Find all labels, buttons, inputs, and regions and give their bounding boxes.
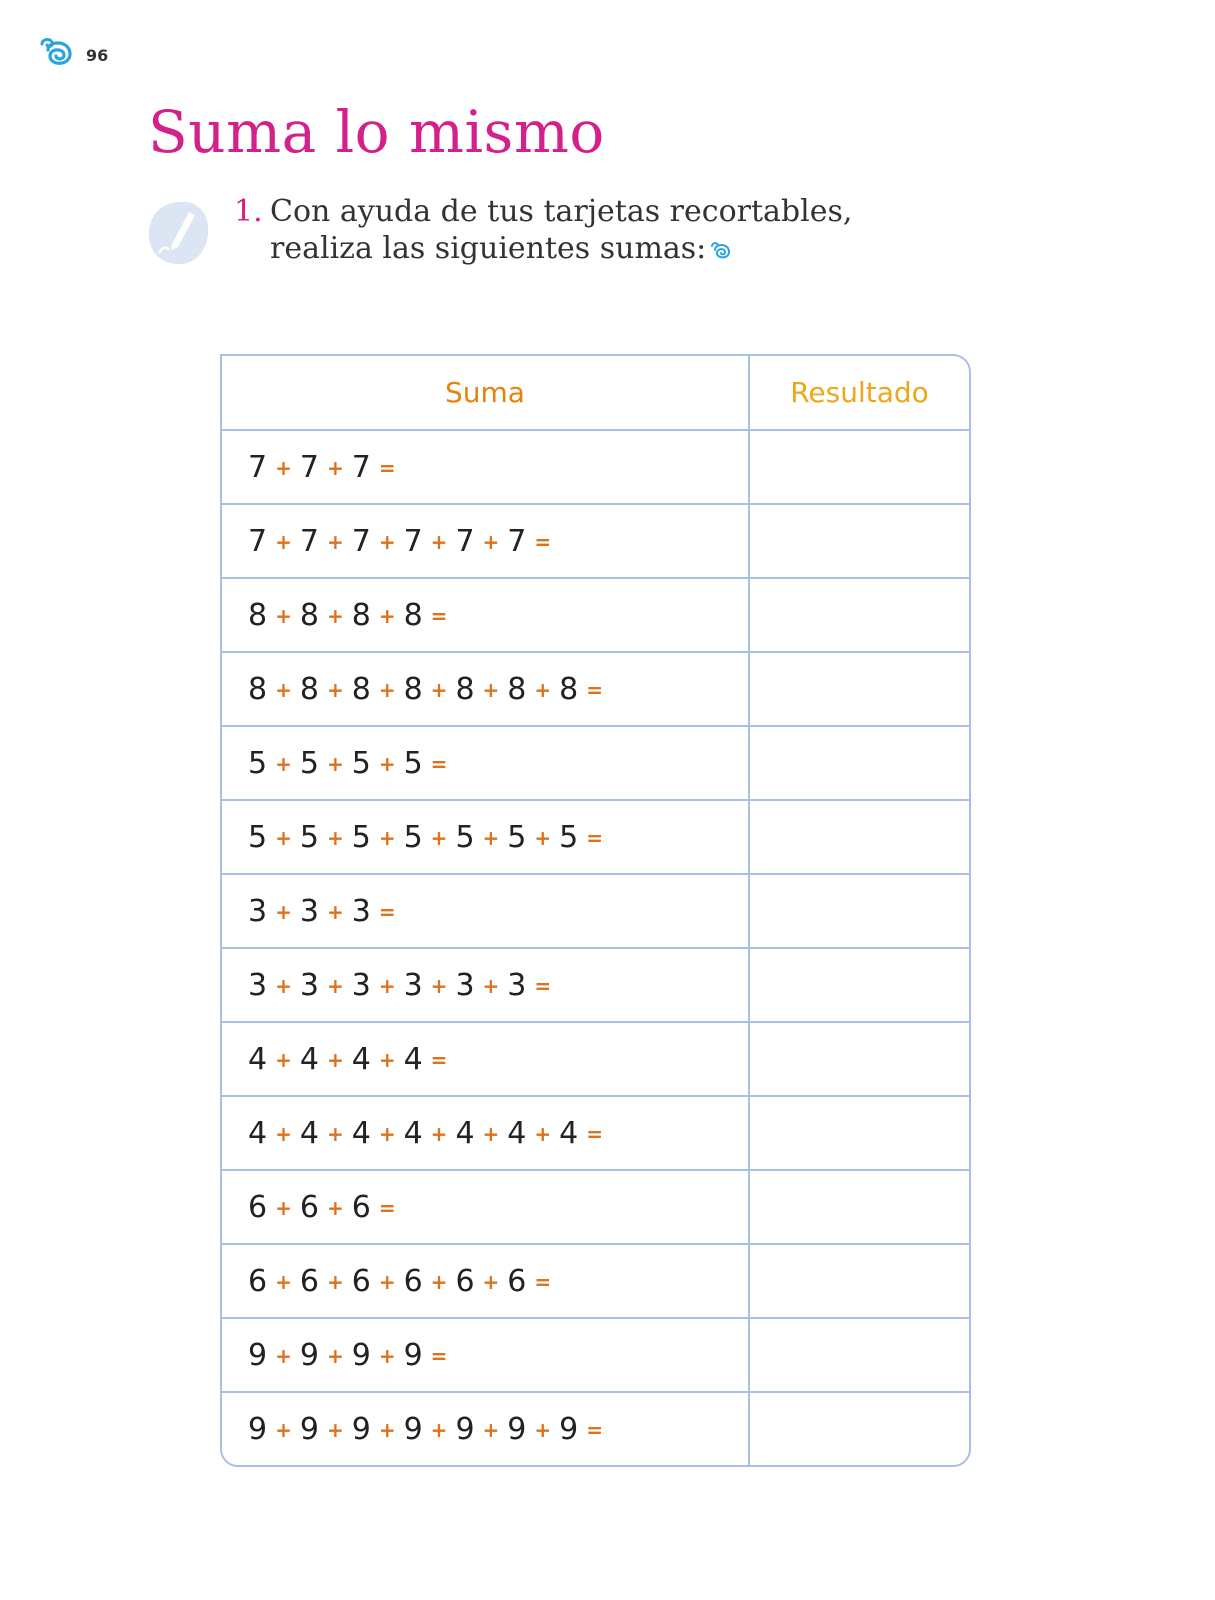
table-row	[222, 1317, 969, 1391]
addend: 6	[351, 1263, 371, 1299]
plus-sign: +	[275, 751, 292, 776]
addend: 3	[299, 893, 319, 929]
addend: 4	[403, 1041, 423, 1077]
pencil-icon	[148, 200, 210, 270]
equals-sign: =	[430, 1047, 448, 1072]
plus-sign: +	[378, 973, 396, 998]
addend: 7	[299, 449, 319, 485]
instruction-number: 1.	[234, 194, 263, 229]
plus-sign: +	[482, 1269, 500, 1294]
plus-sign: +	[482, 973, 500, 998]
addend: 5	[248, 745, 268, 781]
addend: 4	[403, 1115, 423, 1151]
addend: 8	[507, 671, 527, 707]
plus-sign: +	[482, 1417, 500, 1442]
equals-sign: =	[430, 603, 448, 628]
addend: 4	[248, 1041, 268, 1077]
sum-cell	[222, 1097, 750, 1169]
plus-sign: +	[430, 1121, 448, 1146]
sum-cell	[222, 1319, 750, 1391]
addend: 4	[248, 1115, 268, 1151]
result-cell[interactable]	[750, 431, 969, 503]
plus-sign: +	[534, 825, 552, 850]
sum-cell	[222, 431, 750, 503]
equals-sign: =	[430, 751, 448, 776]
result-cell[interactable]	[750, 1245, 969, 1317]
plus-sign: +	[326, 455, 344, 480]
plus-sign: +	[378, 825, 396, 850]
plus-sign: +	[430, 1269, 448, 1294]
addend: 6	[351, 1189, 371, 1225]
addend: 4	[351, 1041, 371, 1077]
plus-sign: +	[326, 1195, 344, 1220]
addend: 7	[507, 523, 527, 559]
result-cell[interactable]	[750, 653, 969, 725]
sum-expression	[248, 1412, 611, 1447]
plus-sign: +	[326, 1047, 344, 1072]
sum-cell	[222, 1023, 750, 1095]
sum-expression	[248, 598, 455, 633]
addend: 6	[299, 1263, 319, 1299]
equals-sign: =	[378, 1195, 396, 1220]
addend: 7	[351, 449, 371, 485]
table-row	[222, 429, 969, 503]
addend: 8	[248, 671, 268, 707]
sum-expression	[248, 672, 611, 707]
addend: 5	[455, 819, 475, 855]
addend: 8	[299, 671, 319, 707]
addend: 6	[299, 1189, 319, 1225]
addend: 9	[248, 1337, 268, 1373]
page-title: Suma lo mismo	[148, 98, 605, 166]
sum-expression	[248, 1042, 455, 1077]
addend: 5	[403, 745, 423, 781]
sum-cell	[222, 801, 750, 873]
equals-sign: =	[430, 1343, 448, 1368]
sum-expression	[248, 1338, 455, 1373]
plus-sign: +	[326, 825, 344, 850]
plus-sign: +	[326, 1269, 344, 1294]
plus-sign: +	[326, 751, 344, 776]
plus-sign: +	[482, 529, 500, 554]
plus-sign: +	[482, 825, 500, 850]
sum-expression	[248, 968, 559, 1003]
sum-expression	[248, 1190, 404, 1225]
swirl-icon	[710, 233, 732, 270]
table-row	[222, 1021, 969, 1095]
result-cell[interactable]	[750, 1023, 969, 1095]
plus-sign: +	[275, 529, 292, 554]
addend: 5	[299, 745, 319, 781]
table-row	[222, 947, 969, 1021]
addend: 5	[248, 819, 268, 855]
plus-sign: +	[430, 529, 448, 554]
table-row	[222, 651, 969, 725]
equals-sign: =	[378, 455, 396, 480]
addend: 3	[507, 967, 527, 1003]
plus-sign: +	[326, 899, 344, 924]
addend: 4	[455, 1115, 475, 1151]
plus-sign: +	[534, 677, 552, 702]
result-cell[interactable]	[750, 1393, 969, 1465]
addend: 9	[299, 1337, 319, 1373]
instruction-line-1	[234, 193, 852, 230]
addend: 8	[559, 671, 579, 707]
plus-sign: +	[275, 973, 292, 998]
table-row	[222, 1095, 969, 1169]
plus-sign: +	[275, 1121, 292, 1146]
instruction	[234, 193, 852, 270]
plus-sign: +	[275, 825, 292, 850]
addend: 5	[507, 819, 527, 855]
plus-sign: +	[275, 1343, 292, 1368]
addend: 4	[559, 1115, 579, 1151]
addend: 7	[299, 523, 319, 559]
equals-sign: =	[586, 677, 604, 702]
plus-sign: +	[275, 1195, 292, 1220]
addend: 6	[403, 1263, 423, 1299]
addend: 3	[351, 967, 371, 1003]
addend: 7	[455, 523, 475, 559]
addend: 8	[351, 671, 371, 707]
result-cell[interactable]	[750, 579, 969, 651]
plus-sign: +	[275, 603, 292, 628]
addend: 7	[351, 523, 371, 559]
plus-sign: +	[275, 1047, 292, 1072]
plus-sign: +	[378, 1121, 396, 1146]
addend: 5	[559, 819, 579, 855]
addend: 3	[403, 967, 423, 1003]
addend: 5	[351, 819, 371, 855]
addend: 6	[507, 1263, 527, 1299]
result-cell[interactable]	[750, 801, 969, 873]
plus-sign: +	[326, 677, 344, 702]
table-row	[222, 503, 969, 577]
addend: 8	[455, 671, 475, 707]
plus-sign: +	[482, 677, 500, 702]
addend: 3	[248, 967, 268, 1003]
header-result: Resultado	[790, 376, 929, 409]
addend: 4	[299, 1115, 319, 1151]
result-cell[interactable]	[750, 505, 969, 577]
table-row	[222, 1169, 969, 1243]
result-cell[interactable]	[750, 1171, 969, 1243]
sum-cell	[222, 1245, 750, 1317]
sum-cell	[222, 727, 750, 799]
addend: 9	[403, 1337, 423, 1373]
page-number: 96	[86, 45, 109, 65]
result-cell[interactable]	[750, 727, 969, 799]
sum-cell	[222, 1393, 750, 1465]
equals-sign: =	[586, 825, 604, 850]
sum-cell	[222, 653, 750, 725]
result-cell[interactable]	[750, 1319, 969, 1391]
plus-sign: +	[275, 1417, 292, 1442]
table-row	[222, 725, 969, 799]
addend: 3	[351, 893, 371, 929]
sum-cell	[222, 949, 750, 1021]
plus-sign: +	[482, 1121, 500, 1146]
addend: 8	[299, 597, 319, 633]
sum-cell	[222, 505, 750, 577]
plus-sign: +	[534, 1417, 552, 1442]
plus-sign: +	[326, 529, 344, 554]
addend: 4	[351, 1115, 371, 1151]
addend: 9	[248, 1411, 268, 1447]
plus-sign: +	[326, 603, 344, 628]
plus-sign: +	[275, 455, 292, 480]
plus-sign: +	[378, 1047, 396, 1072]
addend: 7	[248, 449, 268, 485]
addend: 4	[507, 1115, 527, 1151]
plus-sign: +	[378, 1343, 396, 1368]
plus-sign: +	[378, 1417, 396, 1442]
plus-sign: +	[275, 899, 292, 924]
sum-expression	[248, 746, 455, 781]
sum-expression	[248, 450, 404, 485]
page-header	[38, 36, 108, 74]
sum-expression	[248, 820, 611, 855]
sum-expression	[248, 524, 559, 559]
table-row	[222, 1243, 969, 1317]
instruction-line-2	[234, 230, 852, 270]
instruction-text-1: Con ayuda de tus tarjetas recortables,	[270, 194, 853, 229]
header-sum: Suma	[445, 376, 525, 409]
addend: 9	[351, 1337, 371, 1373]
plus-sign: +	[275, 1269, 292, 1294]
addend: 9	[507, 1411, 527, 1447]
plus-sign: +	[326, 1417, 344, 1442]
addend: 6	[248, 1263, 268, 1299]
addend: 8	[403, 671, 423, 707]
table-row	[222, 577, 969, 651]
plus-sign: +	[275, 677, 292, 702]
addend: 9	[299, 1411, 319, 1447]
addend: 3	[455, 967, 475, 1003]
equals-sign: =	[534, 973, 552, 998]
addend: 8	[403, 597, 423, 633]
equals-sign: =	[378, 899, 396, 924]
addend: 9	[559, 1411, 579, 1447]
plus-sign: +	[378, 1269, 396, 1294]
sums-table	[220, 354, 971, 1467]
addend: 6	[455, 1263, 475, 1299]
table-row	[222, 1391, 969, 1465]
swirl-icon	[38, 36, 76, 74]
plus-sign: +	[430, 973, 448, 998]
plus-sign: +	[430, 825, 448, 850]
addend: 3	[299, 967, 319, 1003]
addend: 3	[248, 893, 268, 929]
plus-sign: +	[378, 751, 396, 776]
addend: 5	[351, 745, 371, 781]
addend: 4	[299, 1041, 319, 1077]
addend: 8	[248, 597, 268, 633]
sum-cell	[222, 875, 750, 947]
plus-sign: +	[378, 603, 396, 628]
addend: 8	[351, 597, 371, 633]
header-sum-cell	[222, 356, 750, 429]
result-cell[interactable]	[750, 875, 969, 947]
table-row	[222, 873, 969, 947]
result-cell[interactable]	[750, 1097, 969, 1169]
sum-expression	[248, 894, 404, 929]
sum-cell	[222, 1171, 750, 1243]
equals-sign: =	[534, 529, 552, 554]
table-row	[222, 799, 969, 873]
plus-sign: +	[378, 677, 396, 702]
addend: 9	[403, 1411, 423, 1447]
sum-expression	[248, 1264, 559, 1299]
header-result-cell	[750, 356, 969, 429]
sum-expression	[248, 1116, 611, 1151]
sum-cell	[222, 579, 750, 651]
plus-sign: +	[534, 1121, 552, 1146]
equals-sign: =	[534, 1269, 552, 1294]
plus-sign: +	[378, 529, 396, 554]
plus-sign: +	[430, 1417, 448, 1442]
result-cell[interactable]	[750, 949, 969, 1021]
plus-sign: +	[430, 677, 448, 702]
addend: 9	[455, 1411, 475, 1447]
addend: 9	[351, 1411, 371, 1447]
addend: 5	[299, 819, 319, 855]
equals-sign: =	[586, 1121, 604, 1146]
addend: 7	[403, 523, 423, 559]
addend: 5	[403, 819, 423, 855]
addend: 7	[248, 523, 268, 559]
equals-sign: =	[586, 1417, 604, 1442]
plus-sign: +	[326, 1343, 344, 1368]
plus-sign: +	[326, 973, 344, 998]
instruction-text-2: realiza las siguientes sumas:	[270, 231, 707, 266]
plus-sign: +	[326, 1121, 344, 1146]
table-header-row	[222, 356, 969, 429]
addend: 6	[248, 1189, 268, 1225]
